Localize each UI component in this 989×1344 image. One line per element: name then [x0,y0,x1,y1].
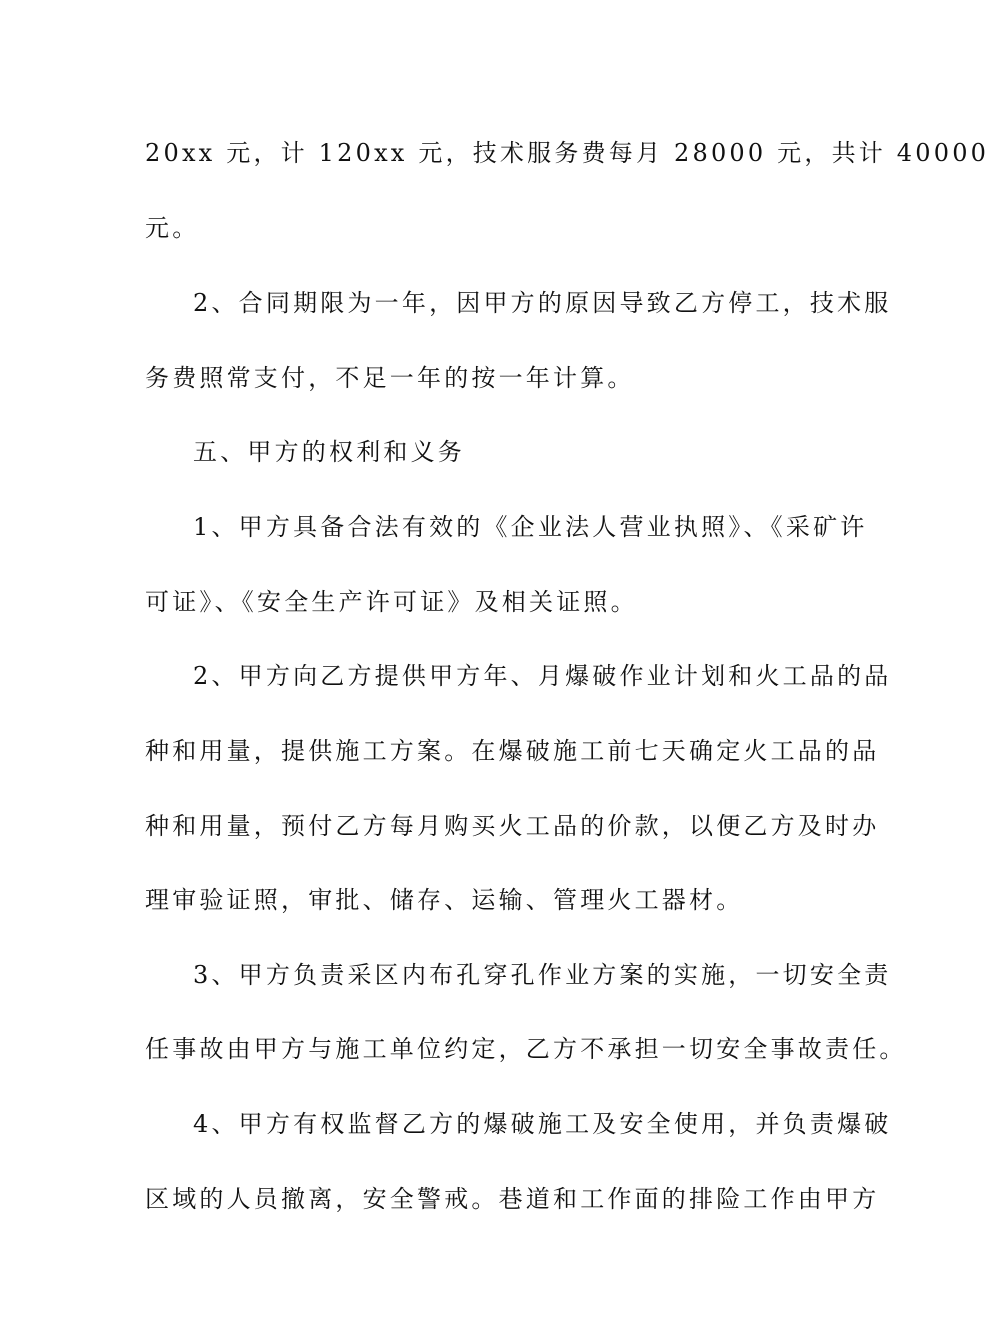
text-line-8: 2、甲方向乙方提供甲方年、月爆破作业计划和火工品的品 [193,662,892,690]
text-line-1: 20xx 元，计 120xx 元，技术服务费每月 28000 元，共计 40000 [145,139,989,167]
text-line-11: 理审验证照，审批、储存、运输、管理火工器材。 [145,886,744,914]
text-line-10: 种和用量，预付乙方每月购买火工品的价款，以便乙方及时办 [145,812,880,840]
text-line-2: 元。 [145,214,200,242]
text-line-3: 2、合同期限为一年，因甲方的原因导致乙方停工，技术服 [193,289,892,317]
text-line-4: 务费照常支付，不足一年的按一年计算。 [145,364,635,392]
text-line-13: 任事故由甲方与施工单位约定，乙方不承担一切安全事故责任。 [145,1035,907,1063]
section-heading: 五、甲方的权利和义务 [193,438,465,466]
text-line-15: 区域的人员撤离，安全警戒。巷道和工作面的排险工作由甲方 [145,1185,880,1213]
text-line-9: 种和用量，提供施工方案。在爆破施工前七天确定火工品的品 [145,737,880,765]
text-line-14: 4、甲方有权监督乙方的爆破施工及安全使用，并负责爆破 [193,1110,892,1138]
text-line-7: 可证》、《安全生产许可证》及相关证照。 [145,588,638,616]
text-line-12: 3、甲方负责采区内布孔穿孔作业方案的实施，一切安全责 [193,961,892,989]
text-line-6: 1、甲方具备合法有效的《企业法人营业执照》、《采矿许 [193,513,868,541]
